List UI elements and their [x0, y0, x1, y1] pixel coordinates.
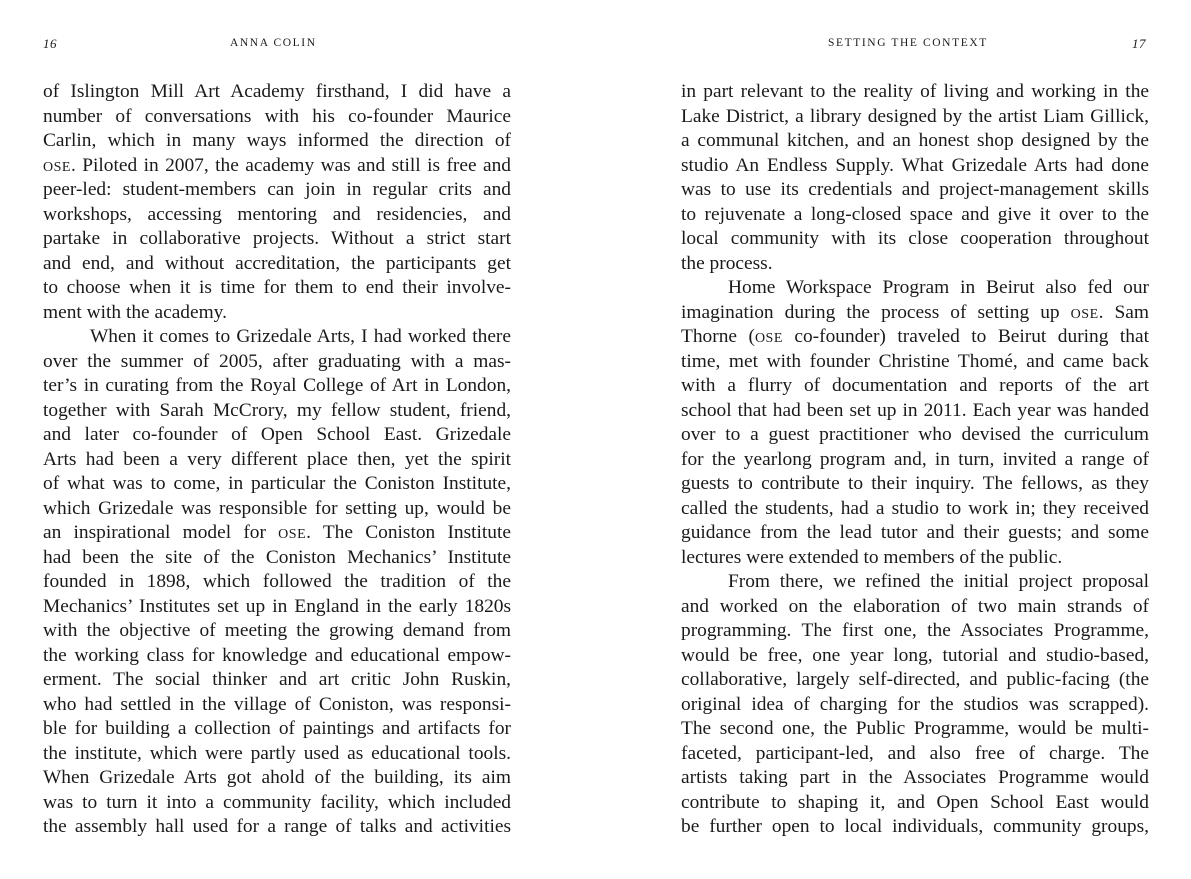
- running-head-author: ANNA COLIN: [230, 37, 317, 49]
- text-line: was to use its credentials and project-management skills: [681, 179, 1149, 200]
- text-line: the institute, which were partly used as educational tools.: [43, 742, 511, 764]
- text-line: called the students, had a studio to work in; they received: [681, 497, 1149, 519]
- text-line: Home Workspace Program in Beirut also fed our: [728, 277, 1149, 298]
- running-head-chapter: SETTING THE CONTEXT: [828, 37, 988, 49]
- text-line: school that had been set up in 2011. Each year was handed: [681, 399, 1149, 421]
- text-line: ter’s in curating from the Royal College of Art in London,: [43, 375, 511, 396]
- text-line: the assembly hall used for a range of talks and activities: [43, 816, 511, 837]
- text-line: artists taking part in the Associates Programme would: [681, 767, 1149, 788]
- text-line: studio An Endless Supply. What Grizedale Arts had done: [681, 154, 1149, 176]
- page-number-right: 17: [1132, 36, 1146, 51]
- acronym-ose: ose: [278, 522, 307, 543]
- text-line: Mechanics’ Institutes set up in England in the early 1820s: [43, 595, 511, 617]
- text-line: together with Sarah McCrory, my fellow student, friend,: [43, 399, 511, 421]
- text-line: would be free, one year long, tutorial and studio-based,: [681, 644, 1149, 666]
- text-line: to rejuvenate a long-closed space and give it over to the: [681, 203, 1149, 225]
- text-line: over to a guest practitioner who devised the curriculum: [681, 424, 1149, 445]
- text-line: ble for building a collection of paintings and artifacts for: [43, 718, 511, 739]
- text-line: who had settled in the village of Coniston, was responsi-: [43, 693, 511, 715]
- text-line: guidance from the lead tutor and their guests; and some: [681, 522, 1149, 543]
- text-line: be further open to local individuals, community groups,: [681, 816, 1149, 837]
- text-line: collaborative, largely self-directed, and public-facing (the: [681, 669, 1149, 690]
- text-line: to choose when it is time for them to end their involve-: [43, 277, 511, 298]
- right-page-body: [681, 80, 1149, 840]
- text-line: ment with the academy.: [43, 301, 227, 323]
- text-line: ose. Piloted in 2007, the academy was and still is free and: [43, 154, 511, 176]
- left-page-body: [43, 80, 511, 840]
- text-line: and end, and without accreditation, the participants get: [43, 252, 511, 274]
- text-line: workshops, accessing mentoring and residencies, and: [43, 203, 511, 225]
- text-line: guests to contribute to their inquiry. The fellows, as they: [681, 473, 1149, 494]
- text-line: which Grizedale was responsible for setting up, would be: [43, 497, 511, 519]
- text-line: peer-led: student-members can join in regular crits and: [43, 179, 511, 200]
- text-line: local community with its close cooperation throughout: [681, 228, 1149, 249]
- acronym-ose: ose: [754, 326, 783, 347]
- text-line: lectures were extended to members of the public.: [681, 546, 1063, 568]
- text-line: faceted, participant-led, and also free of charge. The: [681, 742, 1149, 764]
- text-line: Carlin, which in many ways informed the direction of: [43, 130, 511, 151]
- text-line: an inspirational model for ose. The Coniston Institute: [43, 522, 511, 543]
- text-line: and later co-founder of Open School East. Grizedale: [43, 424, 511, 445]
- text-line: Arts had been a very different place then, yet the spirit: [43, 448, 511, 470]
- text-line: partake in collaborative projects. Without a strict start: [43, 228, 511, 249]
- text-line: founded in 1898, which followed the tradition of the: [43, 571, 511, 592]
- text-line: From there, we refined the initial project proposal: [728, 571, 1149, 592]
- acronym-ose: ose: [43, 154, 71, 176]
- text-line: imagination during the process of setting up ose. Sam: [681, 301, 1149, 323]
- text-line: had been the site of the Coniston Mechanics’ Institute: [43, 546, 511, 568]
- text-line: over the summer of 2005, after graduating with a mas-: [43, 350, 511, 372]
- text-line: the process.: [681, 252, 773, 274]
- text-line: When Grizedale Arts got ahold of the building, its aim: [43, 767, 511, 788]
- left-page: [0, 0, 595, 879]
- page-number-left: 16: [43, 36, 57, 51]
- right-page: [596, 0, 1191, 879]
- text-line: number of conversations with his co-founder Maurice: [43, 105, 511, 127]
- text-line: in part relevant to the reality of living and working in the: [681, 81, 1149, 102]
- text-line: the working class for knowledge and educational empow-: [43, 644, 511, 666]
- text-line: with a flurry of documentation and reports of the art: [681, 375, 1149, 396]
- text-line: time, met with founder Christine Thomé, and came back: [681, 350, 1149, 372]
- text-line: of what was to come, in particular the Coniston Institute,: [43, 473, 511, 494]
- text-line: a communal kitchen, and an honest shop designed by the: [681, 130, 1149, 151]
- text-line: Lake District, a library designed by the artist Liam Gillick,: [681, 105, 1149, 127]
- text-line: was to turn it into a community facility, which included: [43, 791, 511, 813]
- text-line: with the objective of meeting the growing demand from: [43, 620, 511, 641]
- text-line: When it comes to Grizedale Arts, I had worked there: [90, 326, 511, 347]
- text-line: erment. The social thinker and art critic John Ruskin,: [43, 669, 511, 690]
- text-line: and worked on the elaboration of two main strands of: [681, 595, 1149, 617]
- text-line: programming. The first one, the Associates Programme,: [681, 620, 1149, 641]
- text-line: contribute to shaping it, and Open School East would: [681, 791, 1149, 813]
- text-line: of Islington Mill Art Academy firsthand, I did have a: [43, 81, 511, 102]
- text-line: for the yearlong program and, in turn, invited a range of: [681, 448, 1149, 470]
- text-line: Thorne (ose co-founder) traveled to Beirut during that: [681, 326, 1149, 347]
- text-line: The second one, the Public Programme, would be multi-: [681, 718, 1149, 739]
- acronym-ose: ose: [1070, 301, 1099, 323]
- text-line: original idea of charging for the studios was scrapped).: [681, 693, 1149, 715]
